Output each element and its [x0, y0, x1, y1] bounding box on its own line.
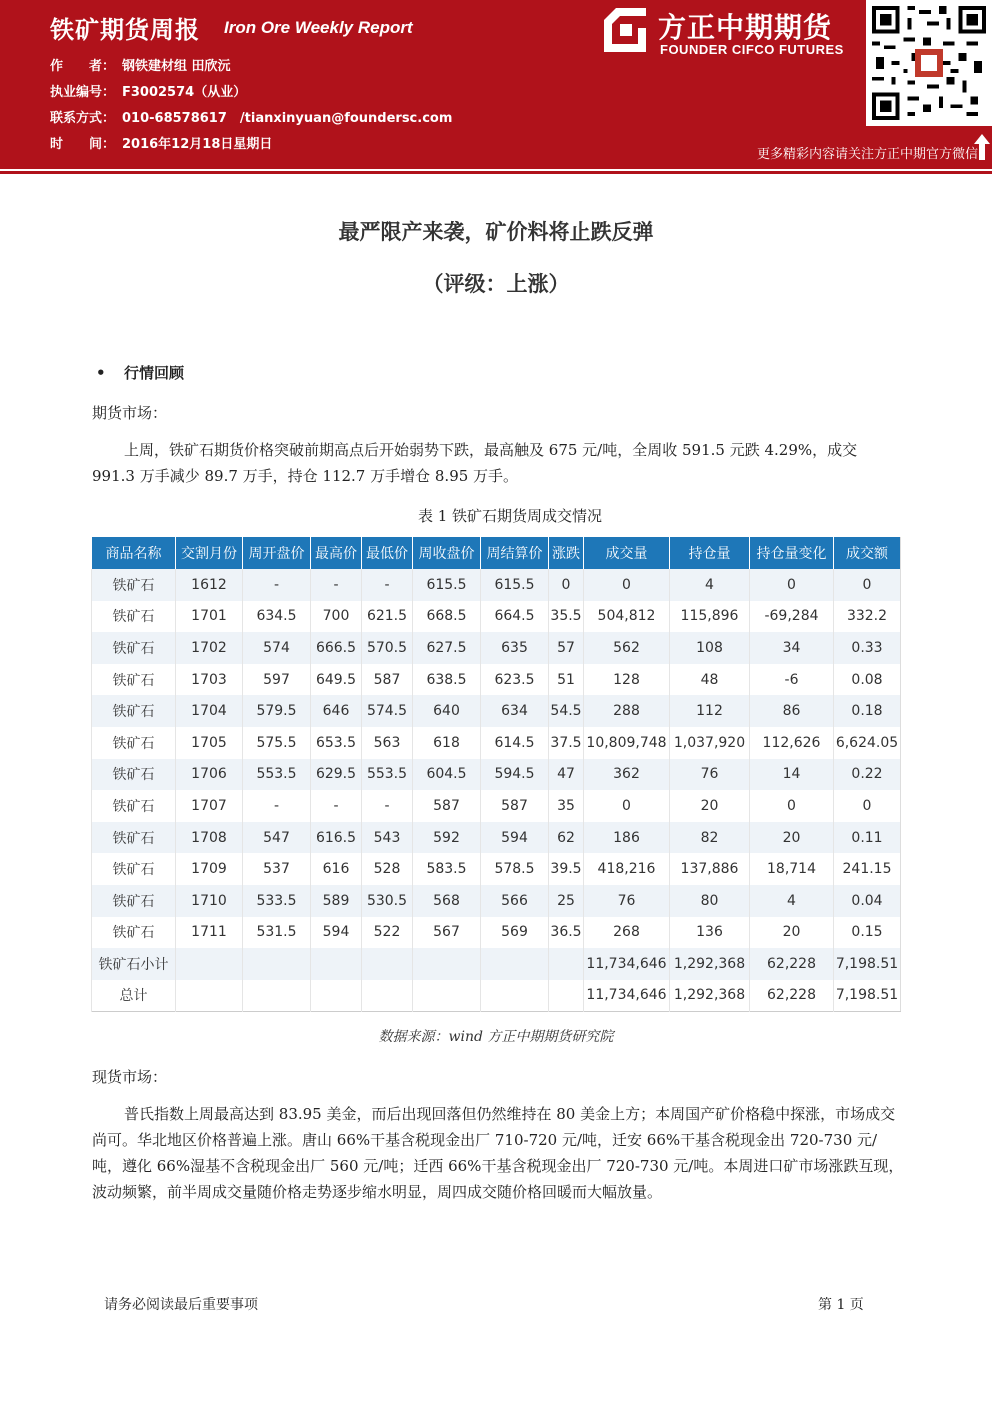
table-cell: 0 — [750, 569, 834, 601]
table-cell: 186 — [584, 822, 670, 854]
futures-market-label: 期货市场： — [92, 404, 168, 422]
table-cell: 587 — [362, 664, 413, 696]
table-cell: 574 — [243, 632, 311, 664]
table-cell: 铁矿石 — [92, 853, 176, 885]
report-headline: 最严限产来袭，矿价料将止跌反弹 — [338, 220, 654, 244]
table-row — [92, 790, 901, 822]
section-heading-text: 行情回顾 — [124, 364, 185, 382]
table-cell: 615.5 — [481, 569, 549, 601]
table-cell: 1,037,920 — [670, 727, 750, 759]
table-cell: 铁矿石 — [92, 917, 176, 949]
table-cell: 35.5 — [549, 601, 584, 633]
table-cell: 0 — [584, 790, 670, 822]
founder-logo-icon — [604, 8, 646, 52]
table-cell: 627.5 — [413, 632, 481, 664]
table-row — [92, 727, 901, 759]
table-cell: 总计 — [92, 980, 176, 1012]
spot-market-label: 现货市场： — [92, 1068, 168, 1086]
table-cell: 666.5 — [311, 632, 362, 664]
table-cell: 35 — [549, 790, 584, 822]
table-cell: 136 — [670, 917, 750, 949]
table-cell: 530.5 — [362, 885, 413, 917]
follow-wechat-text: 更多精彩内容请关注方正中期官方微信 — [756, 147, 978, 162]
date-value: 2016年12月18日星期日 — [122, 137, 273, 152]
table-cell: 铁矿石 — [92, 601, 176, 633]
table-cell: 铁矿石 — [92, 569, 176, 601]
table-cell: 587 — [413, 790, 481, 822]
table-cell: 11,734,646 — [584, 980, 670, 1012]
table-cell — [549, 948, 584, 980]
footer-notice: 请务必阅读最后重要事项 — [104, 1297, 258, 1313]
table-cell: 0.15 — [834, 917, 901, 949]
table-row — [92, 695, 901, 727]
table-cell: 25 — [549, 885, 584, 917]
table-cell: 583.5 — [413, 853, 481, 885]
table-cell: 634.5 — [243, 601, 311, 633]
table-cell: 522 — [362, 917, 413, 949]
table-header-cell: 最高价 — [311, 537, 362, 569]
page-number: 第 1 页 — [818, 1297, 864, 1313]
license-label: 执业编号： — [50, 85, 116, 100]
table-cell — [311, 948, 362, 980]
table-cell: 54.5 — [549, 695, 584, 727]
table-cell: 6,624.05 — [834, 727, 901, 759]
table-cell: 568 — [413, 885, 481, 917]
data-source-note: 数据来源：wind 方正中期期货研究院 — [378, 1029, 614, 1045]
table-header-cell: 最低价 — [362, 537, 413, 569]
table-cell: 566 — [481, 885, 549, 917]
table-cell: -69,284 — [750, 601, 834, 633]
table-cell: 铁矿石 — [92, 664, 176, 696]
table-cell: 1710 — [176, 885, 243, 917]
table-cell: 504,812 — [584, 601, 670, 633]
table-cell — [362, 948, 413, 980]
table-cell: 594 — [311, 917, 362, 949]
table-cell: 634 — [481, 695, 549, 727]
brand-name-en: FOUNDER CIFCO FUTURES — [660, 42, 844, 57]
table-cell: 537 — [243, 853, 311, 885]
table-header-cell: 商品名称 — [92, 537, 176, 569]
table-row — [92, 980, 901, 1012]
table-cell: 82 — [670, 822, 750, 854]
table-cell: 614.5 — [481, 727, 549, 759]
table-row — [92, 822, 901, 854]
table-cell: 80 — [670, 885, 750, 917]
contact-line — [50, 107, 452, 126]
table-cell: 铁矿石 — [92, 790, 176, 822]
table-cell: 1711 — [176, 917, 243, 949]
table-cell: 62,228 — [750, 980, 834, 1012]
table-cell: 7,198.51 — [834, 948, 901, 980]
report-title-en: Iron Ore Weekly Report — [224, 18, 413, 37]
author-label: 作 者： — [50, 59, 116, 74]
table-cell: 597 — [243, 664, 311, 696]
futures-weekly-table — [91, 537, 901, 1012]
table-cell: 4 — [670, 569, 750, 601]
table-cell: 668.5 — [413, 601, 481, 633]
table-header-cell: 周结算价 — [481, 537, 549, 569]
table-header-cell: 成交额 — [834, 537, 901, 569]
table-cell: 553.5 — [243, 759, 311, 791]
table-cell: 铁矿石 — [92, 885, 176, 917]
table-cell: 0.33 — [834, 632, 901, 664]
table-cell: 1612 — [176, 569, 243, 601]
table-cell: 0.11 — [834, 822, 901, 854]
table-cell: 1709 — [176, 853, 243, 885]
table-cell: 57 — [549, 632, 584, 664]
table-row — [92, 759, 901, 791]
table-row — [92, 632, 901, 664]
table-header-cell: 涨跌 — [549, 537, 584, 569]
table-header-cell: 周收盘价 — [413, 537, 481, 569]
table-header-cell: 成交量 — [584, 537, 670, 569]
table-cell: 1702 — [176, 632, 243, 664]
table-cell: 39.5 — [549, 853, 584, 885]
license-value: F3002574（从业） — [122, 85, 247, 100]
table-cell: 570.5 — [362, 632, 413, 664]
table-cell: 1706 — [176, 759, 243, 791]
table-cell: 635 — [481, 632, 549, 664]
table-cell: - — [243, 569, 311, 601]
table-cell: 34 — [750, 632, 834, 664]
table-cell: 1708 — [176, 822, 243, 854]
table-cell: 51 — [549, 664, 584, 696]
table-cell: 587 — [481, 790, 549, 822]
table-cell: 18,714 — [750, 853, 834, 885]
header-stripe — [0, 162, 992, 169]
table-cell: 铁矿石 — [92, 695, 176, 727]
table-cell: 579.5 — [243, 695, 311, 727]
table-cell: 0 — [834, 790, 901, 822]
table-row — [92, 917, 901, 949]
table-cell — [481, 980, 549, 1012]
section-heading — [96, 362, 184, 383]
table-cell: 362 — [584, 759, 670, 791]
table-cell: 418,216 — [584, 853, 670, 885]
table-cell: 616 — [311, 853, 362, 885]
table-cell: 0 — [584, 569, 670, 601]
table-cell: 48 — [670, 664, 750, 696]
table-cell: 589 — [311, 885, 362, 917]
table-cell: 20 — [670, 790, 750, 822]
table-cell — [413, 948, 481, 980]
table-cell: 0 — [549, 569, 584, 601]
table-caption: 表 1 铁矿石期货周成交情况 — [417, 507, 603, 525]
table-cell: 575.5 — [243, 727, 311, 759]
table-cell: 14 — [750, 759, 834, 791]
table-cell: 604.5 — [413, 759, 481, 791]
table-cell: 553.5 — [362, 759, 413, 791]
table-cell: 20 — [750, 822, 834, 854]
table-cell: 241.15 — [834, 853, 901, 885]
table-cell: 1707 — [176, 790, 243, 822]
table-cell: - — [362, 569, 413, 601]
table-cell: 0.22 — [834, 759, 901, 791]
table-cell — [413, 980, 481, 1012]
table-cell: 铁矿石 — [92, 759, 176, 791]
table-cell: 108 — [670, 632, 750, 664]
table-cell: 7,198.51 — [834, 980, 901, 1012]
table-cell — [243, 948, 311, 980]
table-cell: 594.5 — [481, 759, 549, 791]
table-cell — [549, 980, 584, 1012]
table-cell: 621.5 — [362, 601, 413, 633]
table-cell: 629.5 — [311, 759, 362, 791]
table-cell: 649.5 — [311, 664, 362, 696]
report-title-cn: 铁矿期货周报 — [50, 16, 200, 44]
table-cell: 638.5 — [413, 664, 481, 696]
table-cell: 1,292,368 — [670, 980, 750, 1012]
table-cell: 128 — [584, 664, 670, 696]
table-header-cell: 交割月份 — [176, 537, 243, 569]
table-cell: 112 — [670, 695, 750, 727]
table-header-row — [92, 537, 901, 569]
table-cell: 533.5 — [243, 885, 311, 917]
table-cell: 653.5 — [311, 727, 362, 759]
author-value: 钢铁建材组 田欣沅 — [122, 59, 231, 74]
table-cell: 543 — [362, 822, 413, 854]
table-cell: 562 — [584, 632, 670, 664]
table-cell: 112,626 — [750, 727, 834, 759]
report-rating: （评级：上涨） — [422, 272, 570, 296]
contact-value: 010-68578617 /tianxinyuan@foundersc.com — [122, 111, 453, 126]
table-cell: 700 — [311, 601, 362, 633]
table-cell: 332.2 — [834, 601, 901, 633]
table-cell: - — [311, 569, 362, 601]
table-cell: 11,734,646 — [584, 948, 670, 980]
table-cell: 62,228 — [750, 948, 834, 980]
table-cell: 578.5 — [481, 853, 549, 885]
license-line — [50, 81, 246, 100]
table-cell: 0 — [750, 790, 834, 822]
table-header-cell: 周开盘价 — [243, 537, 311, 569]
table-cell: 0.08 — [834, 664, 901, 696]
table-cell: 10,809,748 — [584, 727, 670, 759]
table-cell: 594 — [481, 822, 549, 854]
table-cell: 137,886 — [670, 853, 750, 885]
table-cell: 铁矿石 — [92, 727, 176, 759]
table-row — [92, 948, 901, 980]
table-cell: 铁矿石小计 — [92, 948, 176, 980]
table-cell: 115,896 — [670, 601, 750, 633]
table-header-cell: 持仓量 — [670, 537, 750, 569]
table-row — [92, 885, 901, 917]
table-cell: 567 — [413, 917, 481, 949]
table-cell: 4 — [750, 885, 834, 917]
table-cell — [311, 980, 362, 1012]
table-cell: 618 — [413, 727, 481, 759]
table-cell: - — [311, 790, 362, 822]
qr-code-icon — [866, 0, 992, 126]
table-cell: 623.5 — [481, 664, 549, 696]
table-cell: 1703 — [176, 664, 243, 696]
table-cell: 36.5 — [549, 917, 584, 949]
table-row — [92, 601, 901, 633]
table-cell: 528 — [362, 853, 413, 885]
table-cell: 47 — [549, 759, 584, 791]
header-stripe-thin — [0, 171, 992, 174]
table-cell — [176, 980, 243, 1012]
table-cell: 615.5 — [413, 569, 481, 601]
author-line — [50, 55, 231, 74]
table-cell: 铁矿石 — [92, 632, 176, 664]
table-cell: 288 — [584, 695, 670, 727]
date-label: 时 间： — [50, 137, 116, 152]
table-cell — [243, 980, 311, 1012]
table-cell: 592 — [413, 822, 481, 854]
table-row — [92, 569, 901, 601]
table-cell: 664.5 — [481, 601, 549, 633]
table-cell: 640 — [413, 695, 481, 727]
table-cell: 1704 — [176, 695, 243, 727]
table-row — [92, 853, 901, 885]
table-cell: - — [362, 790, 413, 822]
table-cell: 268 — [584, 917, 670, 949]
table-cell: 616.5 — [311, 822, 362, 854]
brand-name-cn: 方正中期期货 — [658, 11, 833, 44]
table-cell: 1701 — [176, 601, 243, 633]
contact-label: 联系方式： — [50, 111, 116, 126]
table-cell: 62 — [549, 822, 584, 854]
table-cell: 铁矿石 — [92, 822, 176, 854]
futures-market-paragraph: 上周，铁矿石期货价格突破前期高点后开始弱势下跌，最高触及 675 元/吨，全周收 591.5 元跌 4.29%，成交 991.3 万手减少 89.7 万手，持仓 112.7 万手增仓 8.95 万手。 — [92, 441, 858, 485]
table-cell — [176, 948, 243, 980]
table-cell: 0 — [834, 569, 901, 601]
table-row — [92, 664, 901, 696]
table-cell: 86 — [750, 695, 834, 727]
table-cell: -6 — [750, 664, 834, 696]
arrow-up-icon — [974, 134, 990, 160]
table-cell — [481, 948, 549, 980]
table-cell — [362, 980, 413, 1012]
bullet-icon: • — [96, 364, 106, 382]
table-cell: 531.5 — [243, 917, 311, 949]
table-cell: 20 — [750, 917, 834, 949]
date-line — [50, 133, 272, 152]
table-cell: 563 — [362, 727, 413, 759]
table-cell: 37.5 — [549, 727, 584, 759]
spot-market-paragraph: 普氏指数上周最高达到 83.95 美金，而后出现回落但仍然维持在 80 美金上方；本周国产矿价格稳中探涨，市场成交尚可。华北地区价格普遍上涨。唐山 66%干基含税现金出厂 710-720 元/吨，迁安 66%干基含税现金出 720-730 元/吨，遵化 66%湿基不含税现金出厂 560 元/吨；迁西 66%干基含税现金出厂 720-730 元/吨。本周进口矿市场涨跌互现，波动频繁，前半周成交量随价格走势逐步缩水明显，周四成交随价格回暖而大幅放量。 — [92, 1105, 904, 1201]
table-cell: 76 — [670, 759, 750, 791]
table-cell: 0.18 — [834, 695, 901, 727]
table-header-cell: 持仓量变化 — [750, 537, 834, 569]
table-cell: 1705 — [176, 727, 243, 759]
table-cell: 547 — [243, 822, 311, 854]
table-cell: 574.5 — [362, 695, 413, 727]
table-cell: 646 — [311, 695, 362, 727]
table-cell: 0.04 — [834, 885, 901, 917]
table-cell: 569 — [481, 917, 549, 949]
table-cell: 76 — [584, 885, 670, 917]
table-cell: - — [243, 790, 311, 822]
table-cell: 1,292,368 — [670, 948, 750, 980]
